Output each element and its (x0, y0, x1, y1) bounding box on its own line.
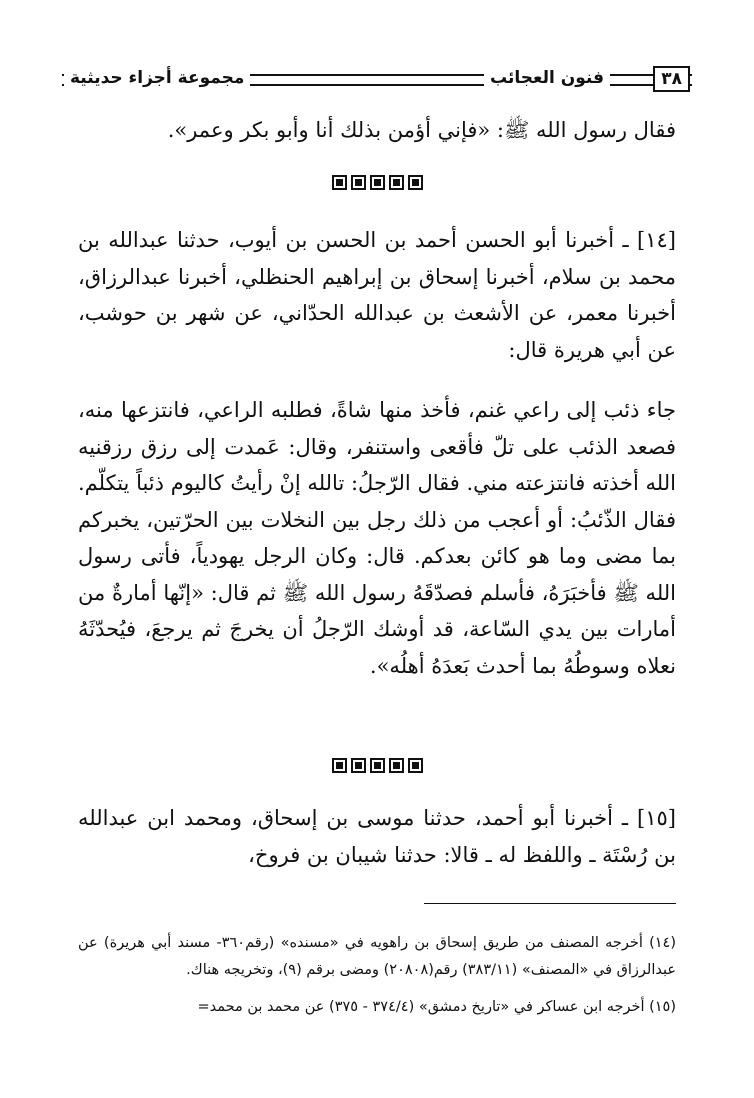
running-header (62, 66, 692, 94)
hadith-14-isnad (78, 222, 676, 368)
separator-square-icon (370, 758, 385, 773)
separator-square-icon (332, 758, 347, 773)
footnote-rule (424, 903, 676, 904)
section-separator (0, 175, 754, 195)
paragraph-1-text: فقال رسول الله ﷺ: «فإني أؤمن بذلك أنا وأبو بكر وعمر». (167, 118, 676, 142)
hadith-14-matn (78, 392, 676, 684)
section-separator (0, 758, 754, 778)
page-number: ٣٨ (653, 66, 690, 92)
separator-square-icon (351, 758, 366, 773)
hadith-15-isnad-text: [١٥] ـ أخبرنا أبو أحمد، حدثنا موسى بن إسحاق، ومحمد ابن عبدالله بن رُسْتَة ـ واللفظ له ـ قالا: حدثنا شيبان بن فروخ، (78, 806, 676, 867)
hadith-14-matn-text: جاء ذئب إلى راعي غنم، فأخذ منها شاةً، فطلبه الراعي، فانتزعها منه، فصعد الذئب على تلّ فأقعى واستنفر، وقال: عَمدت إلى رزق رزقنيه الله أخذته فانتزعته مني. فقال الرّجلُ: تالله إنْ رأيتُ كاليوم ذئباً يتكلّم. فقال الذّئبُ: أو أعجب من ذلك رجل بين النخلات بين الحرّتين، يخبركم بما مضى وما هو كائن بعدكم. قال: وكان الرجل يهودياً، فأتى رسول الله ﷺ فأخبَرَهُ، فأسلم فصدّقَهُ رسول الله ﷺ ثم قال: «إنّها أمارةٌ من أمارات بين يدي السّاعة، قد أوشك الرّجلُ أن يخرجَ ثم يرجعَ، فيُحدّثَهُ نعلاه وسوطُهُ بما أحدث بَعدَهُ أهلُه». (78, 398, 676, 678)
separator-square-icon (370, 175, 385, 190)
book-title: فنون العجائب (484, 66, 610, 90)
separator-square-icon (351, 175, 366, 190)
paragraph-1 (78, 112, 676, 149)
footnote-14: (١٤) أخرجه المصنف من طريق إسحاق بن راهويه في «مسنده» (رقم٣٦٠- مسند أبي هريرة) عن عبدالرزاق في «المصنف» (٣٨٣/١١) رقم(٢٠٨٠٨) ومضى برقم (٩)، وتخريجه هناك. (78, 935, 676, 978)
separator-square-icon (408, 175, 423, 190)
separator-square-icon (389, 758, 404, 773)
footnote-15: (١٥) أخرجه ابن عساكر في «تاريخ دمشق» (٣٧٤/٤ - ٣٧٥) عن محمد بن محمد= (197, 999, 676, 1015)
footnotes (78, 930, 676, 1031)
hadith-14-isnad-text: [١٤] ـ أخبرنا أبو الحسن أحمد بن الحسن بن أيوب، حدثنا عبدالله بن محمد بن سلام، أخبرنا إسحاق بن إبراهيم الحنظلي، أخبرنا عبدالرزاق، أخبرنا معمر، عن الأشعث بن عبدالله الحدّاني، عن شهر بن حوشب، عن أبي هريرة قال: (78, 228, 676, 362)
separator-square-icon (408, 758, 423, 773)
hadith-15-isnad (78, 800, 676, 873)
series-title: مجموعة أجزاء حديثية (64, 66, 250, 90)
separator-square-icon (332, 175, 347, 190)
separator-square-icon (389, 175, 404, 190)
